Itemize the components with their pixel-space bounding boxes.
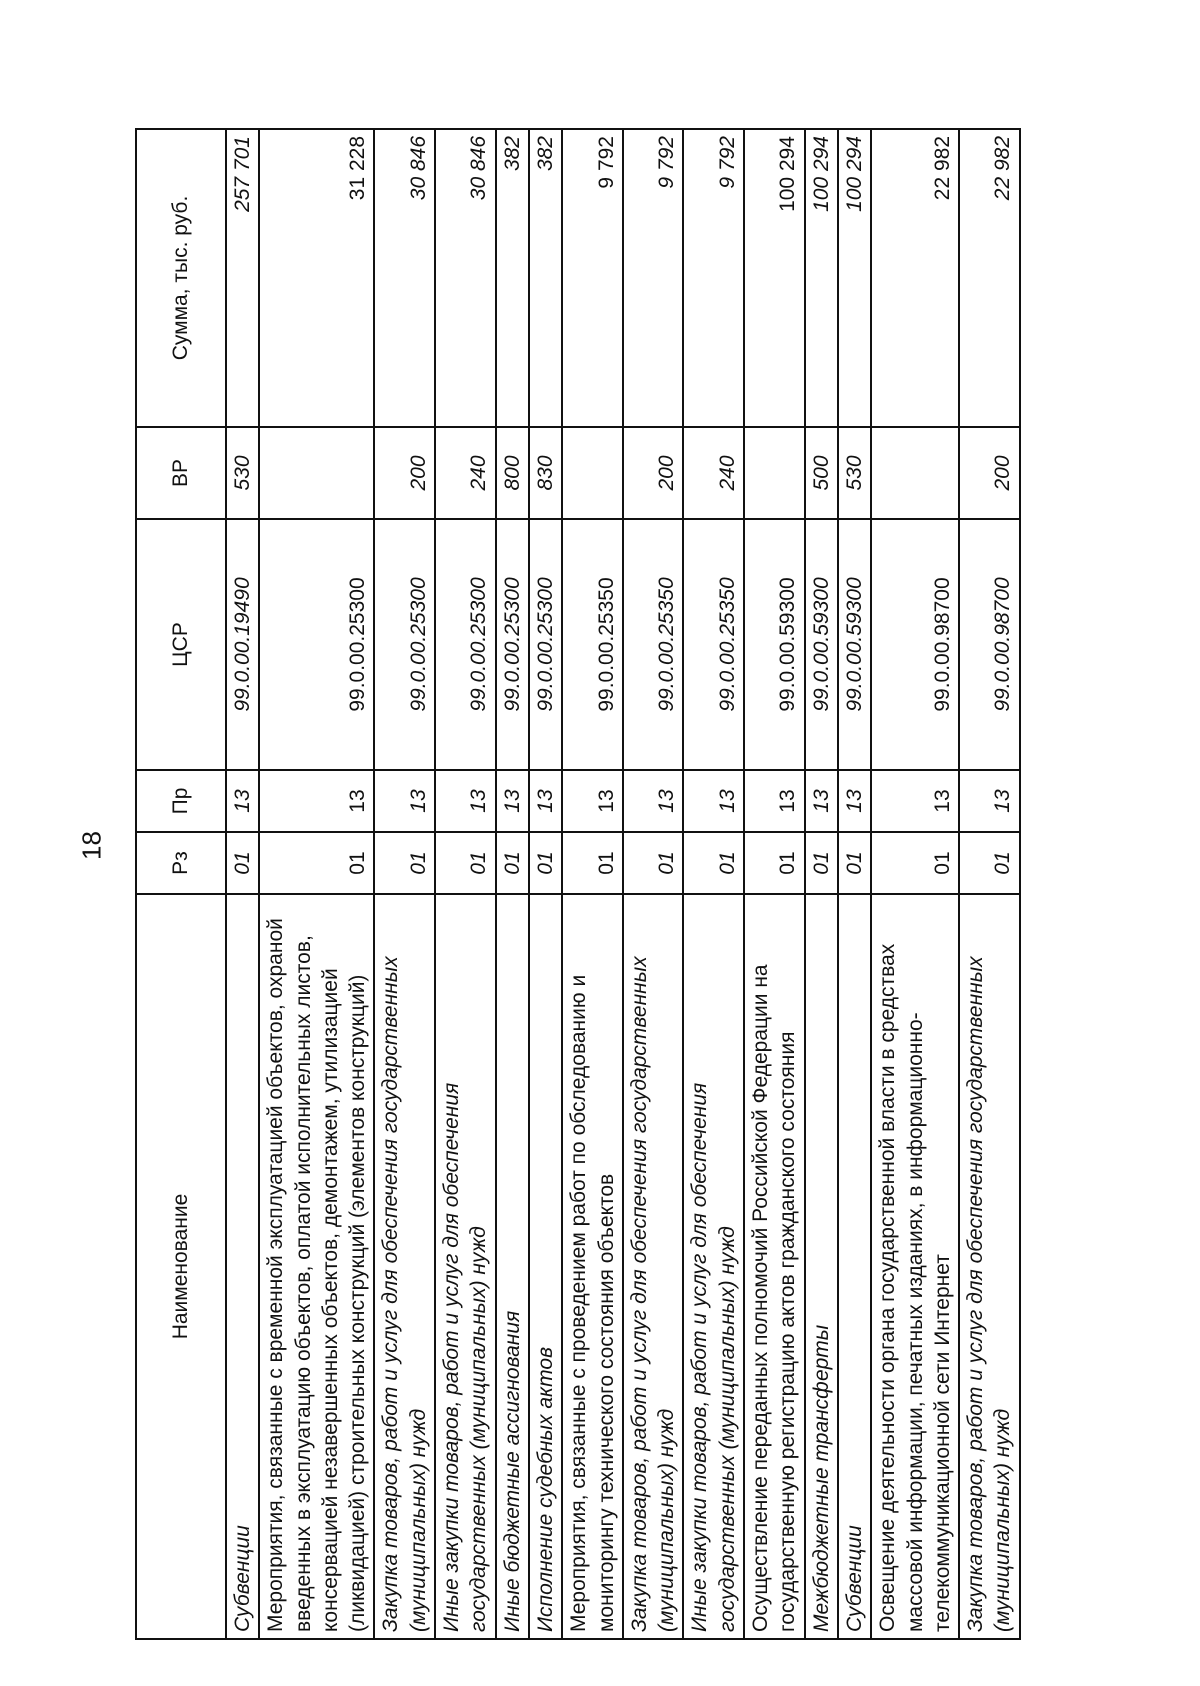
cell-vr: 530 [226,427,259,519]
cell-name: Закупка товаров, работ и услуг для обеспечения государственных (муниципальных) нужд [959,894,1020,1639]
cell-name: Исполнение судебных актов [529,894,562,1639]
cell-pr: 13 [744,770,805,832]
cell-name: Субвенции [226,894,259,1639]
cell-name: Закупка товаров, работ и услуг для обеспечения государственных (муниципальных) нужд [374,894,435,1639]
table-header-row [136,129,226,1639]
cell-csr: 99.0.00.98700 [959,519,1020,770]
cell-name: Иные бюджетные ассигнования [496,894,529,1639]
table-row [871,129,959,1639]
cell-rz: 01 [435,832,496,894]
cell-rz: 01 [683,832,744,894]
cell-sum: 22 982 [959,129,1020,427]
cell-sum: 382 [529,129,562,427]
cell-sum: 30 846 [374,129,435,427]
cell-vr: 530 [838,427,871,519]
rotated-table-container [135,130,1067,1640]
cell-name: Иные закупки товаров, работ и услуг для обеспечения государственных (муниципальных) нужд [435,894,496,1639]
cell-vr: 200 [623,427,684,519]
table-row [744,129,805,1639]
cell-name: Мероприятия, связанные с временной эксплуатацией объектов, охраной введенных в эксплуатацию объектов, оплатой исполнительных листов, консервацией незавершенных объектов, демонтажем, утилизацией (ликвидацией) строительных конструкций (элементов конструкций) [259,894,374,1639]
cell-csr: 99.0.00.25300 [435,519,496,770]
cell-vr: 240 [683,427,744,519]
cell-vr: 200 [959,427,1020,519]
cell-vr [871,427,959,519]
cell-vr [562,427,623,519]
cell-pr: 13 [623,770,684,832]
cell-pr: 13 [496,770,529,832]
cell-rz: 01 [374,832,435,894]
cell-name: Освещение деятельности органа государственной власти в средствах массовой информации, печатных изданиях, в информационно-телекоммуникационной сети Интернет [871,894,959,1639]
table-row [805,129,838,1639]
table-row [259,129,374,1639]
table-row [959,129,1020,1639]
table-row [562,129,623,1639]
cell-pr: 13 [838,770,871,832]
table-row [496,129,529,1639]
cell-rz: 01 [226,832,259,894]
cell-csr: 99.0.00.98700 [871,519,959,770]
cell-vr: 240 [435,427,496,519]
cell-csr: 99.0.00.25350 [562,519,623,770]
header-csr: ЦСР [136,519,226,770]
cell-rz: 01 [529,832,562,894]
cell-csr: 99.0.00.25300 [374,519,435,770]
cell-pr: 13 [226,770,259,832]
cell-csr: 99.0.00.59300 [744,519,805,770]
table-row [374,129,435,1639]
cell-rz: 01 [562,832,623,894]
cell-pr: 13 [435,770,496,832]
cell-sum: 31 228 [259,129,374,427]
cell-csr: 99.0.00.25300 [259,519,374,770]
cell-sum: 9 792 [623,129,684,427]
cell-sum: 382 [496,129,529,427]
cell-pr: 13 [259,770,374,832]
cell-vr: 830 [529,427,562,519]
cell-sum: 100 294 [805,129,838,427]
cell-rz: 01 [805,832,838,894]
table-row [838,129,871,1639]
cell-sum: 257 701 [226,129,259,427]
cell-pr: 13 [959,770,1020,832]
cell-rz: 01 [744,832,805,894]
header-vr: ВР [136,427,226,519]
header-pr: Пр [136,770,226,832]
cell-csr: 99.0.00.19490 [226,519,259,770]
cell-vr: 200 [374,427,435,519]
header-name: Наименование [136,894,226,1639]
cell-sum: 22 982 [871,129,959,427]
cell-vr [744,427,805,519]
cell-pr: 13 [529,770,562,832]
cell-sum: 100 294 [838,129,871,427]
cell-rz: 01 [496,832,529,894]
cell-sum: 30 846 [435,129,496,427]
cell-name: Межбюджетные трансферты [805,894,838,1639]
header-sum: Сумма, тыс. руб. [136,129,226,427]
cell-name: Иные закупки товаров, работ и услуг для обеспечения государственных (муниципальных) нужд [683,894,744,1639]
cell-rz: 01 [838,832,871,894]
cell-rz: 01 [959,832,1020,894]
cell-csr: 99.0.00.59300 [838,519,871,770]
cell-rz: 01 [623,832,684,894]
cell-name: Субвенции [838,894,871,1639]
cell-vr: 500 [805,427,838,519]
table-row [623,129,684,1639]
cell-csr: 99.0.00.25350 [623,519,684,770]
cell-pr: 13 [805,770,838,832]
table-row [683,129,744,1639]
table-row [226,129,259,1639]
cell-csr: 99.0.00.25350 [683,519,744,770]
cell-name: Мероприятия, связанные с проведением работ по обследованию и мониторингу технического состояния объектов [562,894,623,1639]
cell-sum: 9 792 [562,129,623,427]
cell-pr: 13 [683,770,744,832]
table-row [529,129,562,1639]
cell-csr: 99.0.00.25300 [496,519,529,770]
cell-csr: 99.0.00.59300 [805,519,838,770]
cell-vr: 800 [496,427,529,519]
cell-name: Осуществление переданных полномочий Российской Федерации на государственную регистрацию актов гражданского состояния [744,894,805,1639]
cell-name: Закупка товаров, работ и услуг для обеспечения государственных (муниципальных) нужд [623,894,684,1639]
cell-csr: 99.0.00.25300 [529,519,562,770]
cell-pr: 13 [562,770,623,832]
cell-rz: 01 [871,832,959,894]
cell-vr [259,427,374,519]
budget-table [135,128,1021,1640]
cell-sum: 9 792 [683,129,744,427]
cell-pr: 13 [871,770,959,832]
cell-pr: 13 [374,770,435,832]
table-body [226,129,1020,1639]
cell-rz: 01 [259,832,374,894]
header-rz: Рз [136,832,226,894]
page-number: 18 [76,831,107,860]
cell-sum: 100 294 [744,129,805,427]
table-row [435,129,496,1639]
